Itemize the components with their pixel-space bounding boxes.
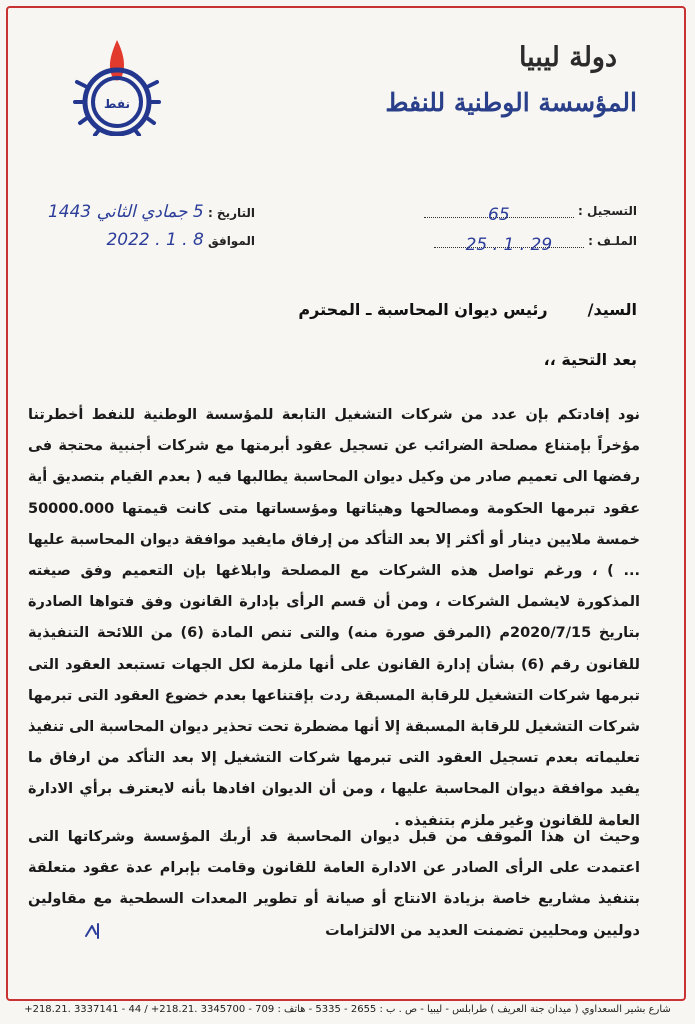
paragraph-1-text: نود إفادتكم بإن عدد من شركات التشغيل التابعة للمؤسسة الوطنية للنفط أخطرتنا مؤخراً بإمتناع مصلحة الضرائب عن تسجيل عقود أبرمتها مع شركات أجنبية محتجة فى رفضها الى تعميم صادر من وكيل ديوان المحاسبة يطالبها فيه ( بعدم القيام بتصديق أية عقود تبرمها الحكومة ومصالحها وهيئاتها ومؤسساتها متى كانت قيمتها 50000.000 خمسة ملايين دينار أو أكثر إلا بعد التأكد من إرفاق مايفيد موافقة ديوان المحاسبة عليها ... ) ، ورغم تواصل هذه الشركات مع المصلحة وابلاغها بإن التعميم وفق صيغته المذكورة لايشمل الشركات ، ومن أن قسم الرأى بإدارة القانون وفق فتواها الصادرة بتاريخ 2020/7/15م (المرفق صورة منه) والتى تنص المادة (6) من اللائحة التنفيذية للقانون رقم (6) بشأن إدارة القانون على أنها ملزمة لكل الجهات تستبعد العقود التى تبرمها شركات التشغيل للرقابة المسبقة ردت بإقتناعها بعدم خضوع العقود التى تبرمها شركات التشغيل للرقابة المسبقة إلا أنها مضطرة تحت تحذير ديوان المحاسبة الى تنفيذ تعليماته بعدم تسجيل العقود التى تبرمها شركات التشغيل إلا بعد التأكد من ارفاق ما يفيد موافقة ديوان المحاسبة عليها ، ومن أن الديوان افادها بأنه لايعترف برأي الادارة العامة للقانون وغير ملزم بتنفيذه . bbox=[28, 407, 640, 829]
date-value: 5 جمادي الثاني 1443 bbox=[47, 202, 204, 222]
file-row bbox=[434, 234, 637, 255]
file-value: 29 . 1 . 25 bbox=[465, 235, 553, 255]
salutation bbox=[298, 300, 637, 319]
file-label: الملـف : bbox=[588, 234, 637, 248]
registration-row bbox=[424, 204, 637, 225]
noc-logo bbox=[72, 36, 162, 136]
date-label: التاريخ : bbox=[207, 206, 255, 220]
recipient: رئيس ديوان المحاسبة ـ المحترم bbox=[298, 300, 548, 319]
paragraph-2-text: وحيث ان هذا الموقف من قبل ديوان المحاسبة قد أربك المؤسسة وشركاتها التى اعتمدت على الرأى الصادر عن الادارة العامة للقانون وقامت بإبرام عدة عقود متعلقة بتنفيذ مشاريع خاصة بزيادة الانتاج أو صيانة أو تطوير المعدات السطحية مع مقاولين دوليين ومحليين تضمنت العديد من الالتزامات bbox=[28, 829, 640, 939]
corresponding-row bbox=[106, 230, 255, 250]
flame-icon bbox=[110, 40, 124, 81]
body-paragraph-2 bbox=[28, 822, 640, 947]
salutation-sir: السيد/ bbox=[587, 300, 637, 319]
greeting: بعد التحية ،، bbox=[543, 350, 637, 369]
logo-text: نفط bbox=[104, 97, 130, 111]
corresponding-label: الموافق bbox=[208, 234, 255, 248]
body-paragraph-1 bbox=[28, 400, 640, 837]
registration-value: 65 bbox=[488, 205, 510, 225]
corresponding-value: 8 . 1 . 2022 bbox=[106, 230, 204, 250]
registration-label: التسجيل : bbox=[578, 204, 637, 218]
state-name: دولة ليبيا bbox=[518, 42, 617, 73]
initial-mark-icon bbox=[82, 918, 112, 942]
corporation-name: المؤسسة الوطنية للنفط bbox=[385, 88, 637, 117]
footer-address: شارع بشير السعداوي ( ميدان جنة العريف ) طرابلس - ليبيا - ص . ب : 2655 - 5335 - هاتف : 709 - 3345700 .218.21+ / 44 - 3337141 .218.21+ bbox=[24, 1004, 671, 1015]
date-row bbox=[48, 202, 255, 222]
